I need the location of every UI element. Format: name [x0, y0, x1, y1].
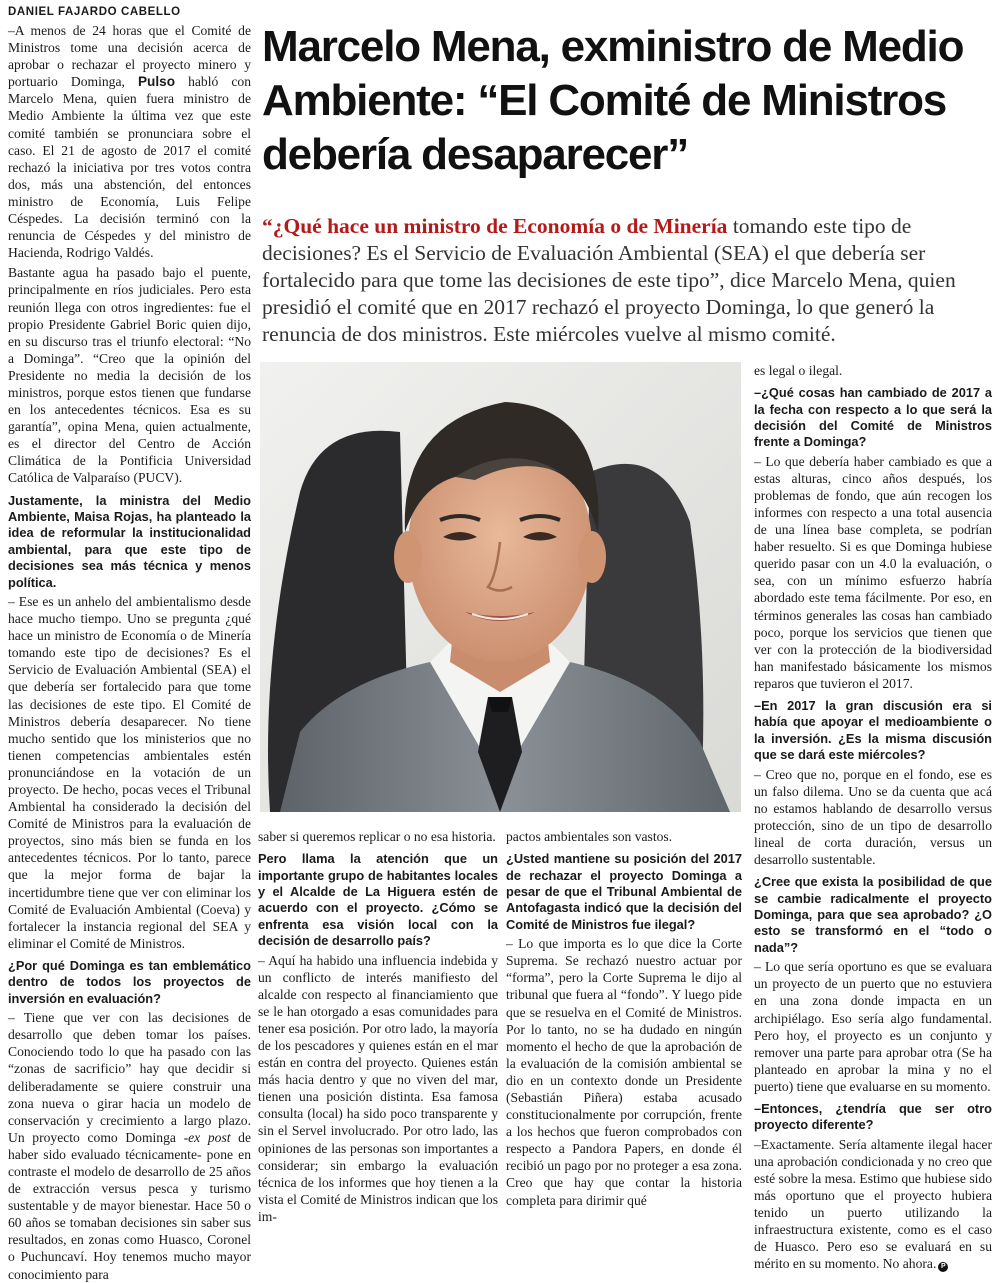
- end-of-article-icon: P: [938, 1262, 948, 1272]
- answer-paragraph: – Creo que no, porque en el fondo, ese es un falso dilema. Uno se da cuenta que acá no estamos hablando de desarrollo versus protección, sino de un tipo de desarrollo lineal de corta duración, versus un desarrollo sustentable.: [754, 766, 992, 868]
- publication-name: Pulso: [137, 74, 175, 90]
- portrait-photo: [260, 362, 741, 812]
- question: –Entonces, ¿tendría que ser otro proyecto diferente?: [754, 1101, 992, 1133]
- question: Pero llama la atención que un importante grupo de habitantes locales y el Alcalde de La Higuera estén de acuerdo con el proyecto. ¿Cómo se enfrenta esa visión local con la decisión de desarrollo país?: [258, 851, 498, 949]
- column-2: [258, 828, 498, 1225]
- answer-paragraph: – Lo que importa es lo que dice la Corte Suprema. Se rechazó nuestro actuar por “forma”, pero la Corte Suprema le dijo al tribunal que fuera al “fondo”. Y luego pide que se resuelva en el Comité de Ministros. Por lo tanto, no se ha dudado en ningún momento el hecho de que la aprobación de la evaluación de la comisión ambiental se dio en un contexto donde un Presidente (Sebastián Piñera) estaba acusado constitucionalmente por corrupción, frente a los hechos que fueron comprobados con respecto a Pandora Papers, en donde él recibió un pago por no proteger a esa zona. Creo que hay que contar la historia completa para dirimir qué: [506, 936, 742, 1208]
- answer-paragraph: – Lo que debería haber cambiado es que a estas alturas, cinco años después, los problemas de fondo, que aún recogen los informes con respecto a una total ausencia de una línea base completa, se podrían haber resuelto. Si es que Dominga hubiese querido pasar con un 4.0 la evaluación, o sea, con un mínimo esfuerzo habría abordado este tema fácilmente. Por eso, en términos generales las cosas han cambiado poco, porque los servicios que tienen que ver con la protección de la biodiversidad han manifestado básicamente los mismos reparos que tuvieron el 2017.: [754, 453, 992, 691]
- question: ¿Cree que exista la posibilidad de que se cambie radicalmente el proyecto Dominga, para que sea aprobado? ¿O esto se transformó en el “todo o nada”?: [754, 874, 992, 955]
- body-paragraph: Bastante agua ha pasado bajo el puente, principalmente en ríos judiciales. Pero esta reunión llega con otros ingredientes: fue el propio Presidente Gabriel Boric quien dijo, en su discurso tras el triunfo electoral: “No a Dominga”. “Creo que la opinión del Presidente no media la decisión de los ministros, porque estos tienen que fundarse en los antecedentes técnicos. Esa es su garantía”, opina Mena, quien actualmente, es el director del Centro de Acción Climática de la Pontificia Universidad Católica de Valparaíso (PUCV).: [8, 265, 251, 486]
- column-4: [754, 362, 992, 1273]
- headline: Marcelo Mena, exministro de Medio Ambiente: “El Comité de Ministros debería desaparecer”: [262, 22, 964, 179]
- body-paragraph: pactos ambientales son vastos.: [506, 829, 673, 844]
- question: –En 2017 la gran discusión era si había que apoyar el medioambiente o la inversión. ¿Es la misma discusión que se dará este miércoles?: [754, 698, 992, 763]
- byline: DANIEL FAJARDO CABELLO: [8, 6, 181, 18]
- answer-paragraph: – Aquí ha habido una influencia indebida y un conflicto de interés manifiesto del alcalde con respecto al financiamiento que se le han otorgado a esas comunidades para tener esa posición. Por otro lado, la mayoría de los pescadores y quienes están en el mar están en contra del proyecto. Quienes están más hacia dentro y que no viven del mar, tienen una posición distinta. Esa famosa consulta (local) ha sido poco transparente y sin el Servel involucrado. Por otro lado, las opiniones de las personas son importantes a considerar; sin embargo la evaluación técnica de los informes que hoy tienen a la vista el Comité de Ministros indican que los im-: [258, 952, 498, 1224]
- column-3: [506, 828, 742, 1209]
- question: Justamente, la ministra del Medio Ambiente, Maisa Rojas, ha planteado la idea de reformular la institucionalidad ambiental, para que este tipo de decisiones sea más técnica y menos política.: [8, 492, 251, 590]
- question: –¿Qué cosas han cambiado de 2017 a la fecha con respecto a lo que será la decisión del Comité de Ministros frente a Dominga?: [754, 385, 992, 450]
- portrait-illustration: [260, 362, 741, 812]
- lead-highlight: “¿Qué hace un ministro de Economía o de Minería: [262, 214, 728, 238]
- column-1: [8, 22, 251, 1283]
- answer-paragraph: – Lo que sería oportuno es que se evaluara un proyecto de un puerto que no estuviera en una zona donde impacta en un archipiélago. Eso sería algo fundamental. Pero hoy, el proyecto es un conjunto y remover una parte para aprobar otra (Se ha planteado en aprobar la mina y no el puerto) tiene que evaluarse en su momento.: [754, 959, 992, 1094]
- question: ¿Usted mantiene su posición del 2017 de rechazar el proyecto Dominga a pesar de que el Tribunal Ambiental de Antofagasta indicó que la decisión del Comité de Ministros fue ilegal?: [506, 851, 742, 932]
- answer-paragraph: – Ese es un anhelo del ambientalismo desde hace mucho tiempo. Uno se pregunta ¿qué hace un ministro de Economía o de Minería tomando este tipo de decisiones? Es el Servicio de Evaluación Ambiental (SEA) el que debería ser fortalecido para que tome las decisiones de este tipo. El Comité de Ministros debería desaparecer. No tiene mucho sentido que los ministerios que no tienen competencias ambientales estén pronunciándose en la votación de un proyecto. De hecho, pocas veces el Tribunal Ambiental ha considerado la decisión del Comité de Ministros para la evaluación de proyectos, sino más bien se funda en los antecedentes técnicos. Por lo tanto, parece que la mejor forma de bajar la incertidumbre tiene que ver con eliminar los Comité de Evaluación Ambiental (Coeva) y fortalecer la instancia regional del SEA y eliminar el Comité de Ministros.: [8, 593, 251, 951]
- answer-paragraph: – Tiene que ver con las decisiones de desarrollo que deben tomar los países. Conociendo todo lo que ha pasado con las “zonas de sacrificio” hay que decidir si deliberadamente se quiere construir una zona nueva o girar hacia un modelo de conservación y crecimiento a largo plazo. Un proyecto como Dominga -ex post de haber sido evaluado técnicamente- pone en contraste el modelo de desarrollo de 25 años de extracción versus pesca y turismo sustentable y de mayor bienestar. Hace 50 o 60 años se tomaban decisiones sin saber sus resultados, en zonas como Huasco, Coronel o Puchuncaví. Hoy tenemos mucho mayor conocimiento para: [8, 1010, 252, 1282]
- intro-paragraph: –A menos de 24 horas que el Comité de Ministros tome una decisión acerca de aprobar o rechazar el proyecto minero y portuario Dominga, Pulso habló con Marcelo Mena, quien fuera ministro de Medio Ambiente la última vez que este comité también se pronunciara sobre el caso. El 21 de agosto de 2017 el comité rechazó la iniciativa por tres votos contra dos, más una abstención, del entonces ministro de Economía, Luis Felipe Céspedes. La decisión terminó con la renuncia de Céspedes y del ministro de Hacienda, Rodrigo Valdés.: [8, 23, 251, 261]
- lead-text: tomando este tipo de decisiones? Es el Servicio de Evaluación Ambiental (SEA) el que debería ser fortalecido para que tome las decisiones de este tipo”, dice Marcelo Mena, quien presidió el comité que en 2017 rechazó el proyecto Dominga, lo que generó la renuncia de dos ministros. Este miércoles vuelve al mismo comité.: [262, 214, 956, 346]
- body-paragraph: es legal o ilegal.: [754, 363, 843, 378]
- answer-paragraph: –Exactamente. Sería altamente ilegal hacer una aprobación condicionada y no creo que esté sobre la mesa. Estimo que hubiese sido más oportuno que el proyecto hubiera tenido un puerto utilizando la infraestructura existente, como es el caso de Huasco. Pero eso se evaluará en su mérito en su momento. No ahora. P: [754, 1136, 992, 1272]
- lead-paragraph: [262, 213, 992, 348]
- body-paragraph: saber si queremos replicar o no esa historia.: [258, 829, 496, 844]
- question: ¿Por qué Dominga es tan emblemático dentro de todos los proyectos de inversión en evaluación?: [8, 957, 251, 1006]
